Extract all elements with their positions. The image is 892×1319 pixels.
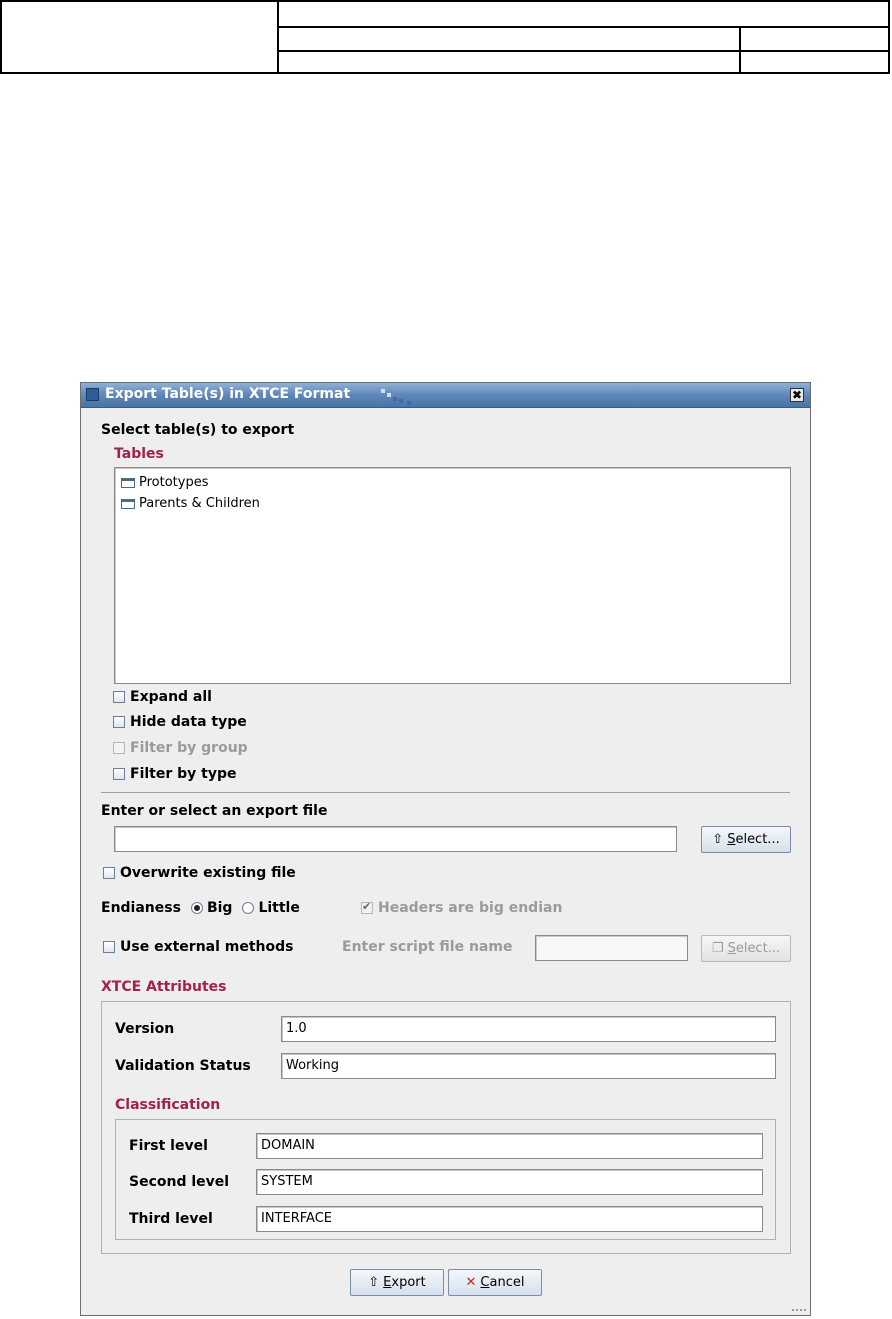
first-level-label: First level <box>129 1138 208 1154</box>
script-file-label: Enter script file name <box>342 939 513 955</box>
checkbox-box[interactable] <box>113 768 125 780</box>
checkbox-label: Filter by group <box>130 740 248 756</box>
export-button[interactable] <box>350 1269 444 1296</box>
select-script-label: elect... <box>735 941 781 956</box>
separator <box>101 792 790 793</box>
checkbox-box[interactable] <box>113 716 125 728</box>
header-divider-vertical-right <box>739 28 741 72</box>
checkbox-label: Headers are big endian <box>378 900 563 916</box>
use-external-methods-checkbox[interactable] <box>103 939 294 955</box>
select-button-label: elect... <box>735 832 780 847</box>
export-mnemonic: E <box>383 1275 392 1290</box>
checkbox-box[interactable] <box>113 742 125 754</box>
checkbox-box[interactable] <box>113 691 125 703</box>
tree-item-label: Prototypes <box>139 475 209 490</box>
tree-item-label: Parents & Children <box>139 496 260 511</box>
validation-status-input[interactable]: Working <box>281 1053 776 1079</box>
tree-item-prototypes[interactable] <box>121 475 209 490</box>
headers-big-endian-checkbox[interactable] <box>361 900 562 916</box>
cancel-icon: ✕ <box>465 1275 477 1290</box>
overwrite-existing-checkbox[interactable] <box>103 865 296 881</box>
big-endian-radio[interactable] <box>191 902 203 914</box>
classification-title: Classification <box>115 1097 221 1113</box>
little-endian-label: Little <box>258 900 300 916</box>
xtce-attributes-title: XTCE Attributes <box>101 979 227 995</box>
select-tables-label: Select table(s) to export <box>101 422 295 438</box>
select-file-button[interactable] <box>701 826 791 853</box>
tables-tree[interactable] <box>114 467 791 684</box>
filter-by-type-checkbox[interactable] <box>113 766 236 782</box>
tables-section-title: Tables <box>114 446 164 462</box>
folder-icon <box>121 478 135 488</box>
endianess-row <box>101 900 300 916</box>
hide-data-type-checkbox[interactable] <box>113 714 247 730</box>
script-file-input[interactable] <box>535 935 688 961</box>
resize-grip-icon[interactable] <box>792 1307 808 1313</box>
version-label: Version <box>115 1021 175 1037</box>
checkbox-label: Use external methods <box>120 939 294 955</box>
select-file-icon: ⇧ <box>712 832 724 847</box>
export-xtce-dialog <box>80 382 811 1316</box>
select-script-button[interactable] <box>701 935 791 962</box>
document-header-table <box>0 0 890 74</box>
second-level-input[interactable]: SYSTEM <box>256 1169 763 1195</box>
export-icon: ⇧ <box>368 1275 380 1290</box>
check-icon: ✔ <box>362 900 372 913</box>
checkbox-label: Filter by type <box>130 766 237 782</box>
little-endian-radio[interactable] <box>242 902 254 914</box>
filter-by-group-checkbox[interactable] <box>113 740 248 756</box>
cancel-label: ancel <box>489 1275 525 1290</box>
close-icon[interactable]: ✖ <box>791 388 803 402</box>
header-divider-row2 <box>279 50 890 52</box>
checkbox-box[interactable] <box>361 902 373 914</box>
first-level-input[interactable]: DOMAIN <box>256 1133 763 1159</box>
cancel-button[interactable] <box>448 1269 542 1296</box>
version-input[interactable]: 1.0 <box>281 1016 776 1042</box>
checkbox-box[interactable] <box>103 941 115 953</box>
export-file-input[interactable] <box>114 826 677 852</box>
expand-all-checkbox[interactable] <box>113 689 212 705</box>
header-divider-row1 <box>279 26 890 28</box>
header-divider-vertical <box>277 2 279 72</box>
folder-icon <box>121 499 135 509</box>
select-script-mnemonic: S <box>727 941 736 956</box>
title-decoration-icon <box>377 387 423 405</box>
cancel-mnemonic: C <box>480 1275 490 1290</box>
second-level-label: Second level <box>129 1174 230 1190</box>
window-icon <box>86 388 99 401</box>
third-level-input[interactable]: INTERFACE <box>256 1206 763 1232</box>
tree-item-parents-children[interactable] <box>121 496 260 511</box>
endianess-label: Endianess <box>101 900 181 916</box>
dialog-title: Export Table(s) in XTCE Format <box>105 386 351 402</box>
export-file-label: Enter or select an export file <box>101 803 328 819</box>
checkbox-label: Hide data type <box>130 714 247 730</box>
third-level-label: Third level <box>129 1211 213 1227</box>
select-script-icon: ❐ <box>711 941 724 956</box>
checkbox-label: Overwrite existing file <box>120 865 296 881</box>
validation-status-label: Validation Status <box>115 1058 251 1074</box>
select-button-mnemonic: S <box>727 832 736 847</box>
export-label: xport <box>391 1275 426 1290</box>
big-endian-label: Big <box>206 900 233 916</box>
checkbox-box[interactable] <box>103 867 115 879</box>
title-bar[interactable] <box>81 383 810 408</box>
checkbox-label: Expand all <box>130 689 212 705</box>
